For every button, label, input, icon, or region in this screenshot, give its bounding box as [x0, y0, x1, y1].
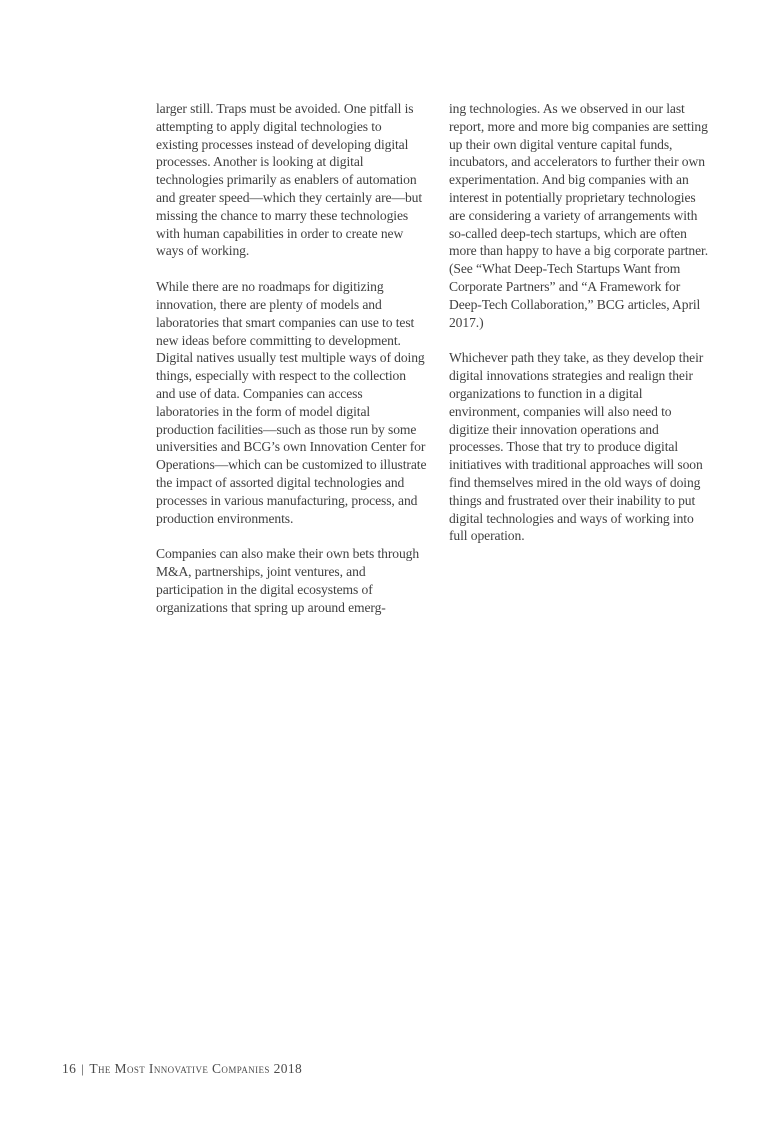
body-paragraph: Companies can also make their own bets through M&A, partnerships, joint ventures, and participation in the digital ecosystems of organizations that spring up around emerg-	[156, 546, 420, 615]
body-text	[156, 100, 713, 635]
page-footer	[62, 1061, 302, 1077]
body-paragraph: larger still. Traps must be avoided. One pitfall is attempting to apply digital technologies to existing processes instead of developing digital processes. Another is looking at digital technologies primarily as enablers of automation and greater speed—which they certainly are—but missing the chance to marry these technologies with human capabilities in order to create new ways of working.	[156, 101, 423, 259]
body-paragraph: ing technologies. As we observed in our last report, more and more big companies are setting up their own digital venture capital funds, incubators, and accelerators to further their own experimentation. And big companies with an interest in potentially proprietary technologies are considering a variety of arrangements with so-called deep-tech startups, which are often more than happy to have a big corporate partner. (See “What Deep-Tech Startups Want from Corporate Partners” and “A Framework for Deep-Tech Collaboration,” BCG articles, April 2017.)	[448, 101, 709, 330]
body-paragraph: Whichever path they take, as they develop their digital innovations strategies and realign their organizations to function in a digital environment, companies will also need to digitize their innovation operations and processes. Those that try to produce digital initiatives with traditional approaches will soon find themselves mired in the old ways of doing things and frustrated over their inability to put digital technologies and ways of working into full operation.	[448, 350, 704, 544]
footer-report-title: The Most Innovative Companies 2018	[89, 1061, 303, 1076]
footer-separator: |	[81, 1061, 85, 1076]
page-number: 16	[62, 1061, 77, 1076]
left-column	[156, 100, 427, 635]
right-column	[449, 100, 713, 635]
body-paragraph: While there are no roadmaps for digitizing innovation, there are plenty of models and laboratories that smart companies can use to test new ideas before committing to development. Digital natives usually test multiple ways of doing things, especially with respect to the collection and use of data. Companies can access laboratories in the form of model digital production facilities—such as those run by some universities and BCG’s own Innovation Center for Operations—which can be customized to illustrate the impact of assorted digital technologies and processes in various manufacturing, process, and production environments.	[156, 279, 427, 526]
